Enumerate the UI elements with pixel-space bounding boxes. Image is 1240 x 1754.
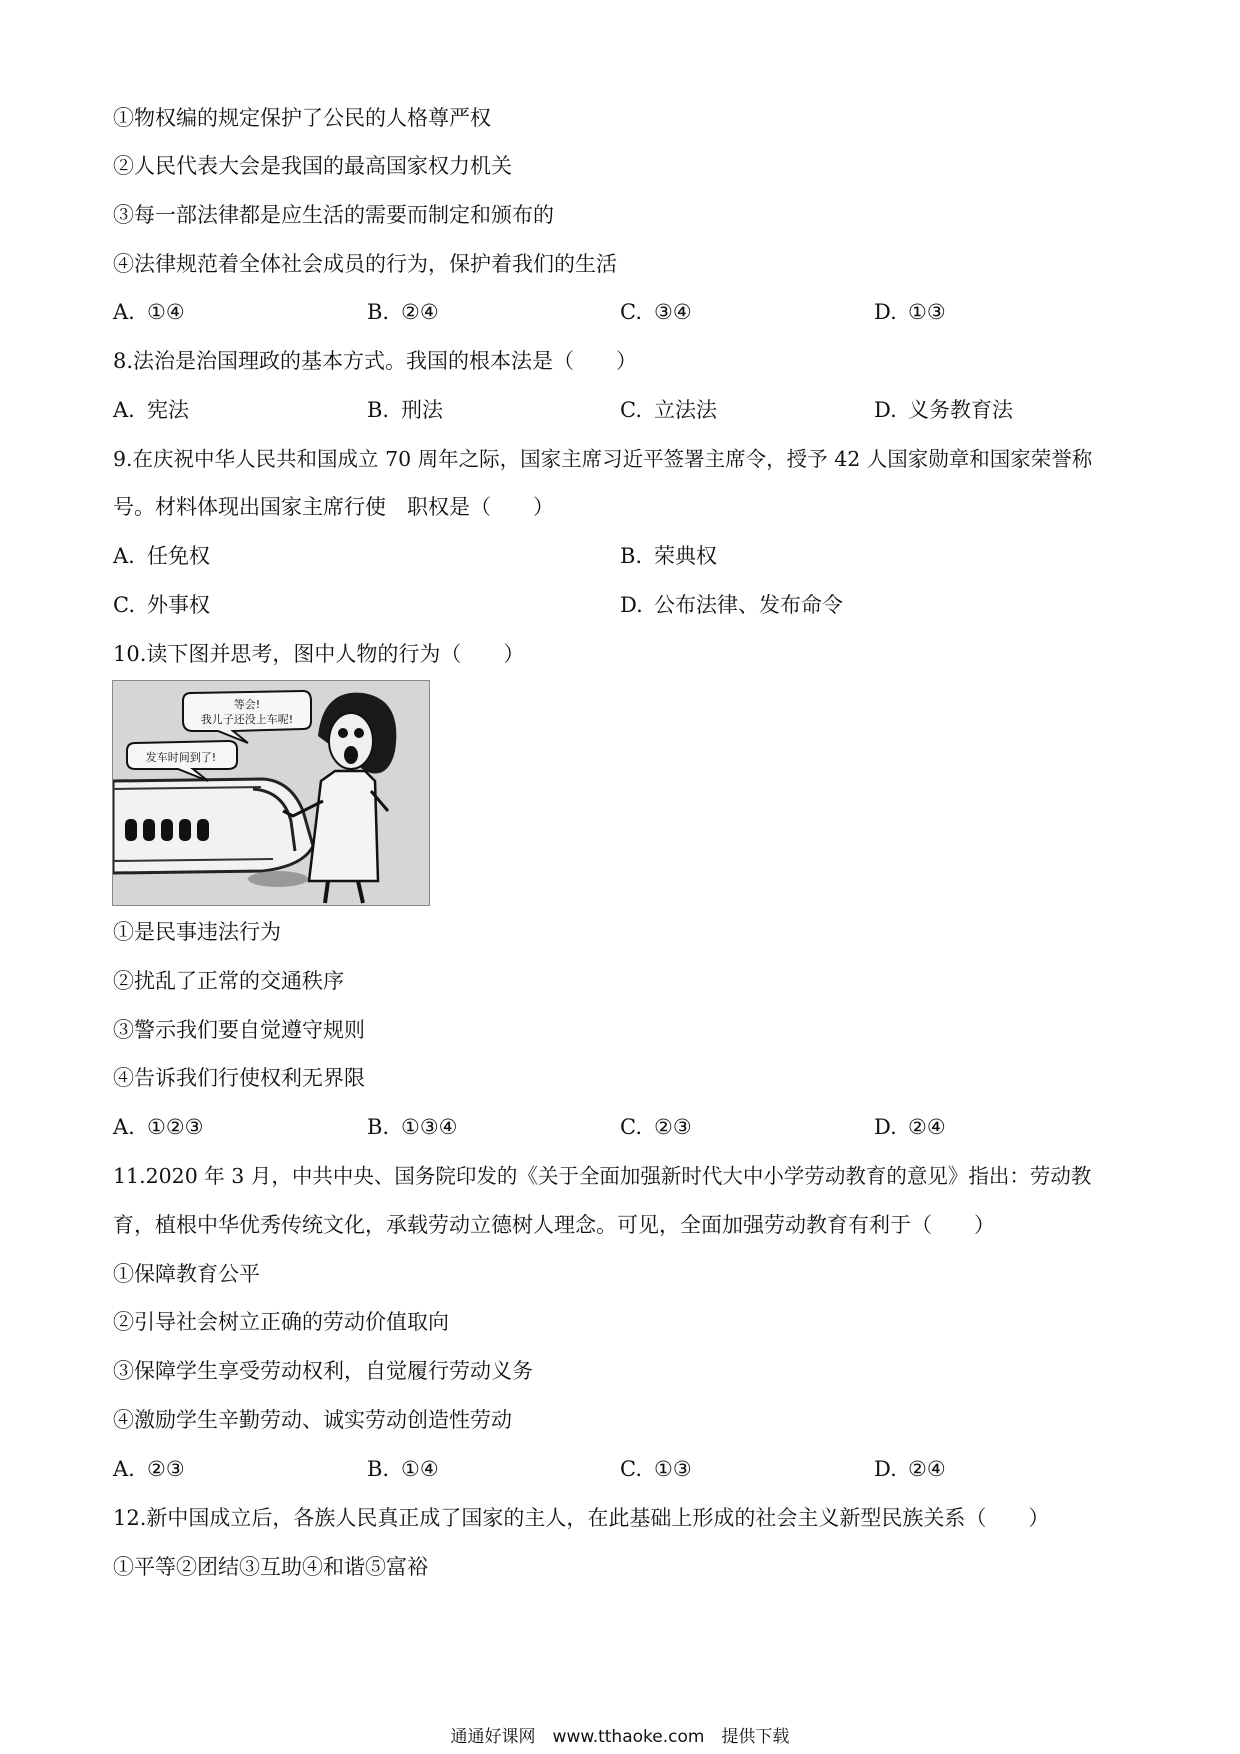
cartoon-illustration <box>113 681 429 905</box>
page-footer: 通通好课网 www.tthaoke.com 提供下载 <box>450 1727 790 1747</box>
q7-statement-2: ②人民代表大会是我国的最高国家权力机关 <box>113 154 512 178</box>
q8-option-a: A. 宪法 <box>113 398 189 422</box>
q10-statement-3: ③警示我们要自觉遵守规则 <box>113 1018 365 1042</box>
q11-statement-2: ②引导社会树立正确的劳动价值取向 <box>113 1310 449 1334</box>
q12-stem: 12.新中国成立后，各族人民真正成了国家的主人，在此基础上形成的社会主义新型民族关系（ ） <box>113 1506 1050 1530</box>
q11-stem-line2: 育，植根中华优秀传统文化，承载劳动立德树人理念。可见，全面加强劳动教育有利于（ ） <box>113 1213 995 1237</box>
q10-option-c: C. ②③ <box>620 1115 692 1139</box>
q10-statement-1: ①是民事违法行为 <box>113 920 281 944</box>
q9-stem-line2: 号。材料体现出国家主席行使 职权是（ ） <box>113 495 554 519</box>
q7-statement-1: ①物权编的规定保护了公民的人格尊严权 <box>113 106 491 130</box>
bubble-text-2: 发车时间到了! <box>145 751 217 764</box>
q10-cartoon-image <box>112 680 430 906</box>
q8-option-c: C. 立法法 <box>620 398 717 422</box>
q11-statement-1: ①保障教育公平 <box>113 1262 260 1286</box>
q8-option-d: D. 义务教育法 <box>874 398 1013 422</box>
bubble-text-1-line2: 我儿子还没上车呢! <box>200 713 294 726</box>
q10-option-a: A. ①②③ <box>113 1115 204 1139</box>
q10-option-d: D. ②④ <box>874 1115 946 1139</box>
q11-statement-4: ④激励学生辛勤劳动、诚实劳动创造性劳动 <box>113 1408 512 1432</box>
q9-option-c: C. 外事权 <box>113 593 210 617</box>
q11-option-a: A. ②③ <box>113 1457 185 1481</box>
q8-stem: 8.法治是治国理政的基本方式。我国的根本法是（ ） <box>113 349 638 373</box>
bubble-text-1-line1: 等会! <box>233 698 261 711</box>
q10-stem: 10.读下图并思考，图中人物的行为（ ） <box>113 642 525 666</box>
q11-option-c: C. ①③ <box>620 1457 692 1481</box>
q7-statement-3: ③每一部法律都是应生活的需要而制定和颁布的 <box>113 203 554 227</box>
q10-statement-2: ②扰乱了正常的交通秩序 <box>113 969 344 993</box>
q9-stem-line1: 9.在庆祝中华人民共和国成立 70 周年之际，国家主席习近平签署主席令，授予 42 人国家勋章和国家荣誉称 <box>113 447 1093 471</box>
q11-stem-line1: 11.2020 年 3 月，中共中央、国务院印发的《关于全面加强新时代大中小学劳动教育的意见》指出：劳动教 <box>113 1164 1092 1188</box>
q9-option-b: B. 荣典权 <box>620 544 717 568</box>
q7-option-a: A. ①④ <box>113 300 185 324</box>
q12-statement: ①平等②团结③互助④和谐⑤富裕 <box>113 1555 428 1579</box>
q7-option-d: D. ①③ <box>874 300 946 324</box>
q11-option-d: D. ②④ <box>874 1457 946 1481</box>
q7-statement-4: ④法律规范着全体社会成员的行为，保护着我们的生活 <box>113 252 617 276</box>
q8-option-b: B. 刑法 <box>367 398 443 422</box>
q11-option-b: B. ①④ <box>367 1457 439 1481</box>
q7-option-c: C. ③④ <box>620 300 692 324</box>
q10-statement-4: ④告诉我们行使权利无界限 <box>113 1066 365 1090</box>
q9-option-a: A. 任免权 <box>113 544 210 568</box>
q10-option-b: B. ①③④ <box>367 1115 458 1139</box>
q11-statement-3: ③保障学生享受劳动权利，自觉履行劳动义务 <box>113 1359 533 1383</box>
q7-option-b: B. ②④ <box>367 300 439 324</box>
q9-option-d: D. 公布法律、发布命令 <box>620 593 843 617</box>
